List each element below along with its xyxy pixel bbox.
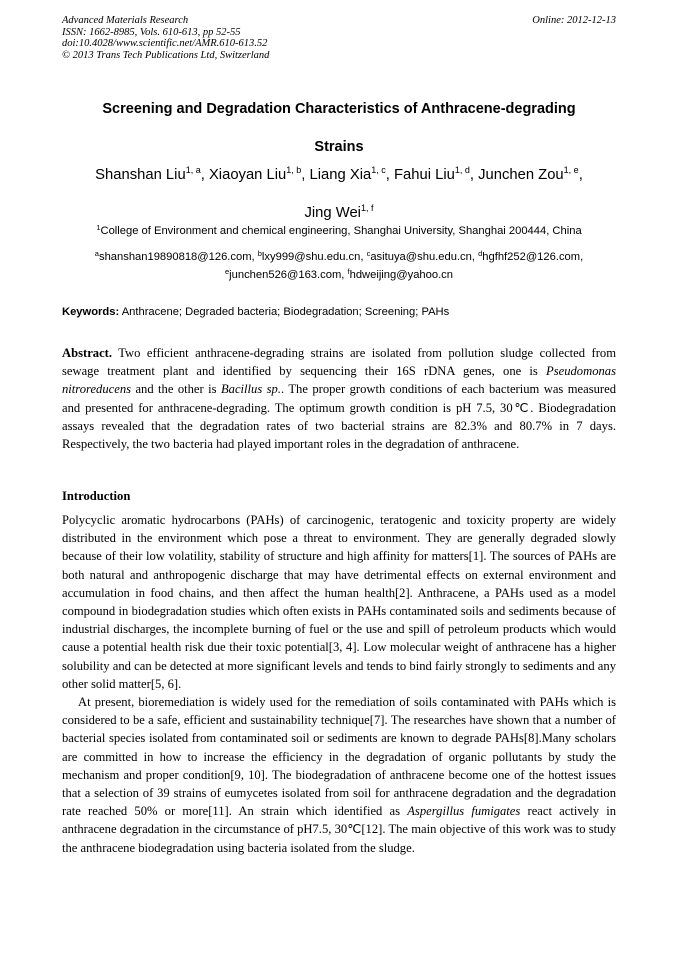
email-mark: d [478,249,483,258]
author-name: Fahui Liu [393,167,455,183]
email-address: lxy999@shu.edu.cn [261,251,361,263]
keywords [62,304,616,320]
paragraph [62,693,616,857]
keywords-text: Anthracene; Degraded bacteria; Biodegradation; Screening; PAHs [119,306,450,318]
author-affil-mark: 1, c [371,165,386,175]
author-name: Jing Wei [304,205,361,221]
paragraph-text: At present, bioremediation is widely used for the remediation of soils contaminated with PAHs which is considered to be a safe, efficient and sustainability technique[7]. The researches have shown that a number of bacterial species isolated from contaminated soil or sediments are known to degrade PAHs[8].Many scholars are committed in how to increase the efficiency in the degradation of organic pollutants by study the mechanism and proper condition[9, 10]. The biodegradation of anthracene become one of the hottest issues that a selection of 39 strains of eumycetes isolated from soil for anthracene degradation and the degradation rate reached 50% or more[11]. An strain which identified as [62,695,616,819]
journal-name: Advanced Materials Research [62,15,189,26]
email-list [50,248,628,284]
abstract-label: Abstract. [62,346,113,360]
author-affil-mark: 1, e [563,165,579,175]
affiliation-text: College of Environment and chemical engineering, Shanghai University, Shanghai 200444, China [100,225,582,237]
author-affil-mark: 1, d [454,165,470,175]
introduction-body [62,511,616,857]
affiliation-mark: 1 [96,223,101,232]
email-line-1: $^a$shanshan19890818@126.com, $^b$lxy999@shu.edu.cn, $^c$asituya@shu.edu.cn, $^d$hgfhf252@126.com, [94,249,584,263]
paragraph-text: react actively in anthracene degradation in the circumstance of pH7.5, 30℃[12]. The main objective of this work was to study the anthracene biodegradation using bacteria isolated from the sludge. [62,804,616,855]
email-address: hdweijing@yahoo.cn [349,269,454,281]
keywords-label: Keywords: [62,306,120,318]
journal-header [62,15,616,61]
affiliation [50,222,628,240]
title-line-2: Strains [314,139,364,155]
email-mark: c [366,249,371,258]
copyright-line: © 2013 Trans Tech Publications Ltd, Switzerland [62,49,270,61]
email-address: junchen526@163.com [229,269,342,281]
doi-line: doi:10.4028/www.scientific.net/AMR.610-613.52 [62,38,268,50]
species-name: Pseudomonas nitroreducens [62,364,616,397]
author-affil-mark: 1, b [286,165,302,175]
paper-title [62,90,616,166]
email-address: asituya@shu.edu.cn [370,251,472,263]
authors-line-1: Shanshan Liu$^{1, a}$, Xiaoyan Liu$^{1, b}$, Liang Xia$^{1, c}$, Fahui Liu$^{1, d}$, Junchen Zou$^{1, e}$, [95,165,583,183]
author-name: Shanshan Liu [95,167,186,183]
abstract-text: and the other is [131,382,221,397]
title-line-1: Screening and Degradation Characteristics of Anthracene-degrading [102,101,576,117]
email-mark: e [224,267,230,276]
author-name: Junchen Zou [478,167,564,183]
species-name: Aspergillus fumigates [407,804,521,819]
paragraph: Polycyclic aromatic hydrocarbons (PAHs) of carcinogenic, teratogenic and toxicity property are widely distributed in the environment which pose a threat to environment. They are generally degraded slowly because of their low volatility, stability of structure and high affinity for matters[1]. The sources of PAHs are both natural and anthropogenic discharge that may have detrimental effects on external environment and accumulation in food chains, and then affect the human health[2]. Anthracene, a PAHs used as a model compound in biodegradation studies which often exists in PAHs contaminated soils and sediments because of industrial discharges, the incomplete burning of fuel or the use and spill of petroleum products which would cause a potential health risk due their toxic potential[3, 4]. Low molecular weight of anthracene has a higher solubility and can be detected at more significant levels and tends to bind fairly strongly to sediments and any other solid matter[5, 6]. [62,513,616,691]
author-list [50,156,628,232]
email-mark: b [257,249,262,258]
email-address: shanshan19890818@126.com [98,251,252,263]
issn-line: ISSN: 1662-8985, Vols. 610-613, pp 52-55 [62,26,241,38]
email-line-2: $^e$junchen526@163.com, $^f$hdweijing@yahoo.cn [224,267,454,281]
section-heading-introduction: Introduction [62,489,131,503]
author-name: Liang Xia [309,167,372,183]
abstract-text: . The proper growth conditions of each bacterium was measured and presented for anthracene-degrading. The optimum growth condition is pH 7.5, 30℃. Biodegradation assays revealed that the degradation rates of two bacterial strains are 82.3% and 80.7% in 7 days. Respectively, the two bacteria had played important roles in the degradation of anthracene. [62,382,616,452]
author-name: Xiaoyan Liu [208,167,287,183]
email-address: hgfhf252@126.com [482,251,581,263]
abstract-text: Two efficient anthracene-degrading strains are isolated from pollution sludge collected from sewage treatment plant and identified by sequencing their 16S rDNA genes, one is [62,346,616,379]
email-mark: f [347,267,350,276]
email-mark: a [94,249,99,258]
author-affil-mark: 1, a [185,165,201,175]
species-name: Bacillus sp. [220,382,281,397]
online-date: Online: 2012-12-13 [532,15,616,26]
author-affil-mark: 1, f [360,203,374,213]
abstract [62,344,616,453]
